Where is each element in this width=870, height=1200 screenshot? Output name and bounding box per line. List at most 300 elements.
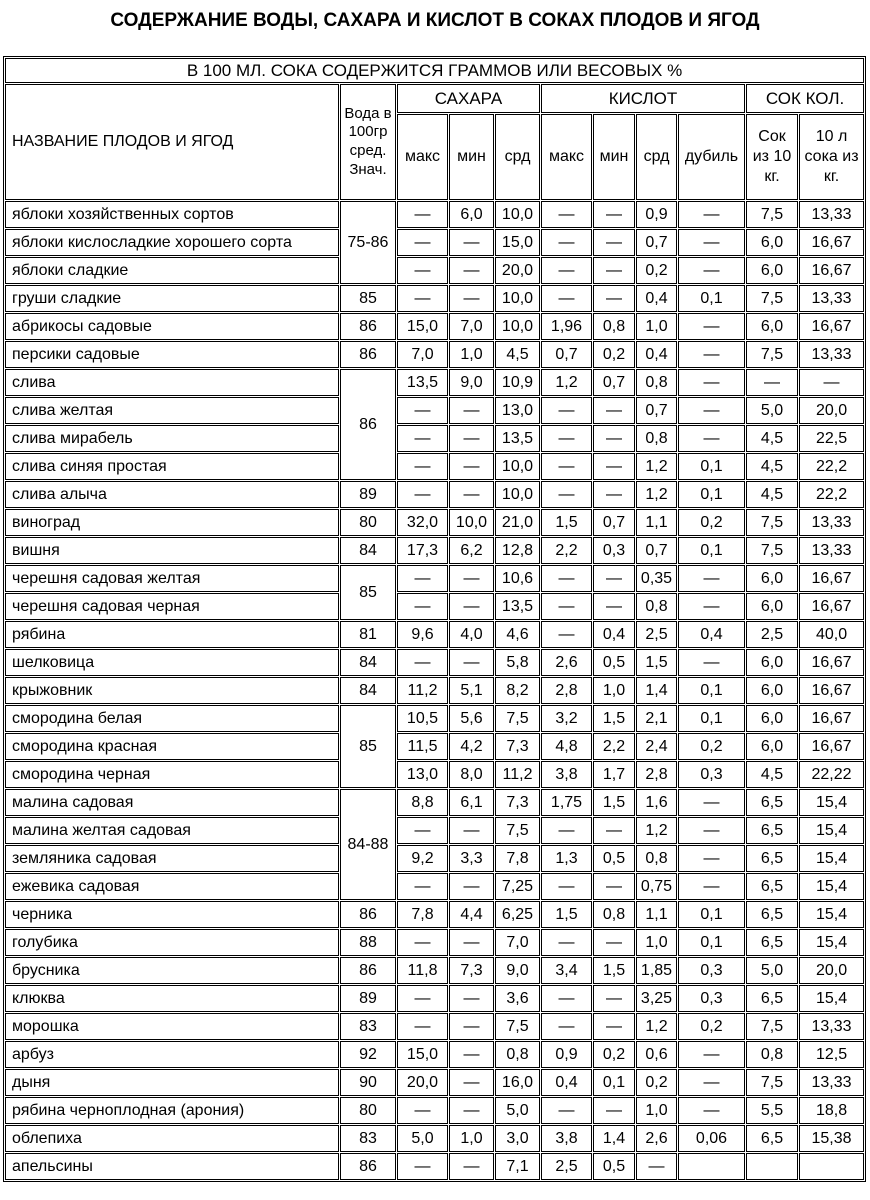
table-row <box>5 341 864 368</box>
fruit-name-cell: вишня <box>5 537 339 564</box>
value-cell: 1,0 <box>636 1097 677 1124</box>
value-cell: 4,2 <box>449 733 494 760</box>
value-cell: 10,0 <box>495 481 540 508</box>
value-cell: — <box>593 453 635 480</box>
value-cell: 15,4 <box>799 845 864 872</box>
value-cell: — <box>746 369 798 396</box>
fruit-name-cell: слива синяя простая <box>5 453 339 480</box>
value-cell: — <box>593 985 635 1012</box>
value-cell: — <box>541 257 592 284</box>
value-cell: — <box>397 565 448 592</box>
fruit-name-cell: слива желтая <box>5 397 339 424</box>
value-cell: 7,5 <box>746 537 798 564</box>
value-cell: 5,0 <box>746 957 798 984</box>
fruit-name-cell: морошка <box>5 1013 339 1040</box>
value-cell: 15,4 <box>799 929 864 956</box>
table-row <box>5 593 864 620</box>
value-cell: 3,2 <box>541 705 592 732</box>
value-cell: — <box>541 817 592 844</box>
value-cell: 6,0 <box>746 705 798 732</box>
value-cell: 6,0 <box>746 565 798 592</box>
value-cell: 0,4 <box>593 621 635 648</box>
value-cell: 1,2 <box>636 453 677 480</box>
value-cell: 20,0 <box>397 1069 448 1096</box>
value-cell: 7,5 <box>746 285 798 312</box>
value-cell: — <box>678 397 745 424</box>
value-cell: 0,7 <box>636 397 677 424</box>
value-cell: 7,8 <box>397 901 448 928</box>
value-cell: 22,2 <box>799 453 864 480</box>
acid-min-header: мин <box>593 114 635 200</box>
water-value-cell: 85 <box>340 565 396 620</box>
value-cell: 20,0 <box>495 257 540 284</box>
value-cell: — <box>678 1097 745 1124</box>
value-cell: 6,5 <box>746 985 798 1012</box>
table-row <box>5 565 864 592</box>
value-cell: 5,0 <box>495 1097 540 1124</box>
value-cell: — <box>593 1097 635 1124</box>
value-cell: 0,8 <box>636 593 677 620</box>
value-cell: — <box>397 817 448 844</box>
value-cell: 7,5 <box>746 1069 798 1096</box>
water-value-cell: 90 <box>340 1069 396 1096</box>
value-cell: — <box>541 621 592 648</box>
value-cell: 16,67 <box>799 649 864 676</box>
value-cell: 1,5 <box>593 789 635 816</box>
value-cell: 8,0 <box>449 761 494 788</box>
fruit-name-cell: яблоки кислосладкие хорошего сорта <box>5 229 339 256</box>
value-cell: — <box>593 201 635 228</box>
value-cell: 0,3 <box>678 761 745 788</box>
table-row <box>5 1153 864 1180</box>
water-value-cell: 84 <box>340 537 396 564</box>
value-cell: — <box>449 425 494 452</box>
water-value-cell: 85 <box>340 705 396 788</box>
water-value-cell: 84 <box>340 649 396 676</box>
value-cell: 6,0 <box>746 257 798 284</box>
value-cell: 0,8 <box>636 425 677 452</box>
water-value-cell: 88 <box>340 929 396 956</box>
value-cell: 1,5 <box>593 705 635 732</box>
value-cell: 15,4 <box>799 985 864 1012</box>
value-cell: 18,8 <box>799 1097 864 1124</box>
value-cell: 5,0 <box>397 1125 448 1152</box>
value-cell: 6,5 <box>746 845 798 872</box>
value-cell: 6,0 <box>746 649 798 676</box>
value-cell: 4,4 <box>449 901 494 928</box>
value-cell: — <box>678 229 745 256</box>
value-cell: 7,5 <box>495 817 540 844</box>
value-cell: — <box>541 229 592 256</box>
value-cell: 16,67 <box>799 733 864 760</box>
value-cell: 6,0 <box>746 677 798 704</box>
value-cell: — <box>397 1153 448 1180</box>
value-cell: 3,8 <box>541 761 592 788</box>
value-cell: — <box>678 649 745 676</box>
value-cell: 4,6 <box>495 621 540 648</box>
value-cell: 0,8 <box>593 313 635 340</box>
value-cell: — <box>449 1041 494 1068</box>
value-cell: 16,67 <box>799 677 864 704</box>
value-cell: — <box>678 845 745 872</box>
value-cell: 13,33 <box>799 341 864 368</box>
value-cell: — <box>397 397 448 424</box>
value-cell: — <box>541 565 592 592</box>
value-cell: 1,2 <box>636 481 677 508</box>
value-cell: 7,5 <box>495 1013 540 1040</box>
value-cell: 6,5 <box>746 817 798 844</box>
value-cell: 1,0 <box>636 313 677 340</box>
value-cell: 6,5 <box>746 1125 798 1152</box>
table-row <box>5 229 864 256</box>
value-cell: 0,5 <box>593 845 635 872</box>
fruit-name-cell: рябина черноплодная (арония) <box>5 1097 339 1124</box>
value-cell: 7,3 <box>495 789 540 816</box>
sugar-min-header: мин <box>449 114 494 200</box>
value-cell: 17,3 <box>397 537 448 564</box>
value-cell: — <box>593 397 635 424</box>
water-value-cell: 83 <box>340 1013 396 1040</box>
value-cell: — <box>678 565 745 592</box>
value-cell: 4,5 <box>746 481 798 508</box>
value-cell: 2,6 <box>636 1125 677 1152</box>
value-cell: 1,2 <box>636 817 677 844</box>
value-cell: — <box>678 341 745 368</box>
value-cell: — <box>397 1013 448 1040</box>
value-cell: 0,35 <box>636 565 677 592</box>
value-cell: 0,8 <box>593 901 635 928</box>
value-cell: 1,5 <box>593 957 635 984</box>
value-cell: 1,1 <box>636 901 677 928</box>
value-cell: — <box>678 313 745 340</box>
value-cell: — <box>678 817 745 844</box>
value-cell: 4,5 <box>495 341 540 368</box>
value-cell: 0,6 <box>636 1041 677 1068</box>
value-cell: 0,2 <box>678 733 745 760</box>
value-cell: — <box>678 873 745 900</box>
value-cell: 16,67 <box>799 313 864 340</box>
value-cell: 2,8 <box>541 677 592 704</box>
value-cell: 6,5 <box>746 901 798 928</box>
value-cell: 0,1 <box>678 481 745 508</box>
fruit-name-cell: крыжовник <box>5 677 339 704</box>
value-cell: 7,0 <box>495 929 540 956</box>
value-cell: — <box>593 1013 635 1040</box>
table-row <box>5 677 864 704</box>
value-cell: 15,4 <box>799 873 864 900</box>
fruit-name-cell: брусника <box>5 957 339 984</box>
fruit-name-cell: слива алыча <box>5 481 339 508</box>
value-cell: — <box>449 397 494 424</box>
value-cell: — <box>397 229 448 256</box>
water-value-cell: 92 <box>340 1041 396 1068</box>
value-cell: 0,1 <box>678 901 745 928</box>
water-value-cell: 86 <box>340 901 396 928</box>
fruit-name-cell: черника <box>5 901 339 928</box>
value-cell: 7,0 <box>397 341 448 368</box>
value-cell: 4,5 <box>746 425 798 452</box>
value-cell: 15,4 <box>799 789 864 816</box>
value-cell: 7,5 <box>746 509 798 536</box>
value-cell: 3,6 <box>495 985 540 1012</box>
value-cell <box>746 1153 798 1180</box>
value-cell: 0,06 <box>678 1125 745 1152</box>
value-cell: 13,5 <box>397 369 448 396</box>
value-cell: — <box>397 593 448 620</box>
value-cell: 10,0 <box>495 285 540 312</box>
value-cell: — <box>397 425 448 452</box>
table-row <box>5 649 864 676</box>
value-cell: — <box>449 985 494 1012</box>
value-cell: 10,0 <box>495 313 540 340</box>
table-row <box>5 901 864 928</box>
value-cell: 7,8 <box>495 845 540 872</box>
value-cell: 1,4 <box>636 677 677 704</box>
value-cell: 0,7 <box>636 537 677 564</box>
value-cell: — <box>678 789 745 816</box>
value-cell: — <box>449 565 494 592</box>
value-cell: — <box>449 1153 494 1180</box>
value-cell: 1,6 <box>636 789 677 816</box>
water-value-cell: 81 <box>340 621 396 648</box>
value-cell: 1,0 <box>636 929 677 956</box>
table-row <box>5 1125 864 1152</box>
value-cell: 8,8 <box>397 789 448 816</box>
fruit-name-cell: абрикосы садовые <box>5 313 339 340</box>
water-value-cell: 86 <box>340 1153 396 1180</box>
value-cell: 6,0 <box>746 593 798 620</box>
table-row <box>5 985 864 1012</box>
value-cell: 0,1 <box>678 705 745 732</box>
fruit-name-cell: арбуз <box>5 1041 339 1068</box>
value-cell: 15,0 <box>495 229 540 256</box>
fruit-name-cell: черешня садовая желтая <box>5 565 339 592</box>
value-cell: 1,0 <box>449 341 494 368</box>
value-cell: 0,2 <box>678 1013 745 1040</box>
water-value-cell: 84-88 <box>340 789 396 900</box>
value-cell: 20,0 <box>799 957 864 984</box>
value-cell: — <box>678 369 745 396</box>
value-cell: 0,1 <box>678 537 745 564</box>
value-cell: 3,0 <box>495 1125 540 1152</box>
value-cell: 13,5 <box>495 425 540 452</box>
value-cell: — <box>449 649 494 676</box>
value-cell: 0,1 <box>678 453 745 480</box>
value-cell: 0,8 <box>495 1041 540 1068</box>
fruit-name-cell: слива мирабель <box>5 425 339 452</box>
kg-per-10l-juice-header: 10 л сока из кг. <box>799 114 864 200</box>
value-cell: 2,2 <box>541 537 592 564</box>
water-value-cell: 84 <box>340 677 396 704</box>
value-cell: — <box>593 481 635 508</box>
value-cell: 2,2 <box>593 733 635 760</box>
value-cell: — <box>678 1069 745 1096</box>
value-cell: 0,3 <box>678 985 745 1012</box>
value-cell: — <box>593 817 635 844</box>
table-row <box>5 705 864 732</box>
value-cell: 0,5 <box>593 1153 635 1180</box>
value-cell: 0,2 <box>593 1041 635 1068</box>
value-cell: 16,67 <box>799 593 864 620</box>
banner-row <box>5 58 864 83</box>
value-cell: 0,8 <box>636 845 677 872</box>
value-cell: — <box>593 929 635 956</box>
value-cell: 5,5 <box>746 1097 798 1124</box>
value-cell: 16,67 <box>799 229 864 256</box>
value-cell: 0,4 <box>636 285 677 312</box>
value-cell: 15,38 <box>799 1125 864 1152</box>
value-cell: — <box>449 1069 494 1096</box>
value-cell: — <box>541 873 592 900</box>
page-title: СОДЕРЖАНИЕ ВОДЫ, САХАРА И КИСЛОТ В СОКАХ ПЛОДОВ И ЯГОД <box>110 10 760 31</box>
value-cell: — <box>678 1041 745 1068</box>
value-cell: 9,0 <box>495 957 540 984</box>
value-cell: 10,0 <box>495 453 540 480</box>
value-cell: 16,67 <box>799 705 864 732</box>
table-row <box>5 845 864 872</box>
value-cell: — <box>397 985 448 1012</box>
value-cell: — <box>541 481 592 508</box>
value-cell: 5,6 <box>449 705 494 732</box>
value-cell: 0,1 <box>678 677 745 704</box>
value-cell: 12,5 <box>799 1041 864 1068</box>
value-cell: — <box>541 593 592 620</box>
table-row <box>5 929 864 956</box>
fruit-name-cell: облепиха <box>5 1125 339 1152</box>
value-cell: — <box>541 453 592 480</box>
table-row <box>5 397 864 424</box>
value-cell: — <box>449 593 494 620</box>
value-cell: 6,5 <box>746 789 798 816</box>
value-cell: — <box>449 453 494 480</box>
value-cell: — <box>678 257 745 284</box>
value-cell: 15,4 <box>799 901 864 928</box>
value-cell: — <box>449 1013 494 1040</box>
value-cell: — <box>397 257 448 284</box>
value-cell: — <box>449 229 494 256</box>
fruit-juice-table <box>3 56 866 1182</box>
value-cell: 10,6 <box>495 565 540 592</box>
value-cell: 0,1 <box>678 929 745 956</box>
fruit-name-cell: виноград <box>5 509 339 536</box>
value-cell: 7,3 <box>449 957 494 984</box>
table-row <box>5 957 864 984</box>
value-cell: — <box>593 425 635 452</box>
value-cell: 3,4 <box>541 957 592 984</box>
water-value-cell: 89 <box>340 481 396 508</box>
value-cell: 7,25 <box>495 873 540 900</box>
fruit-name-cell: малина желтая садовая <box>5 817 339 844</box>
water-value-cell: 80 <box>340 1097 396 1124</box>
value-cell: 13,33 <box>799 509 864 536</box>
value-cell: 0,75 <box>636 873 677 900</box>
value-cell: — <box>541 425 592 452</box>
value-cell: — <box>541 201 592 228</box>
value-cell: — <box>449 873 494 900</box>
value-cell: 0,4 <box>541 1069 592 1096</box>
table-row <box>5 1069 864 1096</box>
fruit-name-cell: клюква <box>5 985 339 1012</box>
value-cell: 1,96 <box>541 313 592 340</box>
value-cell: 2,5 <box>541 1153 592 1180</box>
water-value-cell: 86 <box>340 957 396 984</box>
table-row <box>5 789 864 816</box>
value-cell: 13,33 <box>799 1069 864 1096</box>
value-cell: 11,5 <box>397 733 448 760</box>
value-cell: — <box>541 985 592 1012</box>
value-cell: 13,33 <box>799 285 864 312</box>
value-cell: 21,0 <box>495 509 540 536</box>
table-row <box>5 1097 864 1124</box>
value-cell: 5,1 <box>449 677 494 704</box>
value-cell: 2,5 <box>746 621 798 648</box>
value-cell: 9,6 <box>397 621 448 648</box>
value-cell: 0,2 <box>636 1069 677 1096</box>
value-cell: 16,0 <box>495 1069 540 1096</box>
value-cell: 13,33 <box>799 537 864 564</box>
fruit-name-cell: яблоки хозяйственных сортов <box>5 201 339 228</box>
table-row <box>5 313 864 340</box>
value-cell: 1,0 <box>449 1125 494 1152</box>
value-cell: 4,8 <box>541 733 592 760</box>
value-cell: 2,8 <box>636 761 677 788</box>
value-cell: 7,5 <box>495 705 540 732</box>
fruit-name-cell: земляника садовая <box>5 845 339 872</box>
juice-from-10kg-header: Сок из 10 кг. <box>746 114 798 200</box>
fruit-name-cell: смородина белая <box>5 705 339 732</box>
value-cell: 0,1 <box>678 285 745 312</box>
value-cell: 3,8 <box>541 1125 592 1152</box>
value-cell: — <box>678 593 745 620</box>
value-cell <box>799 1153 864 1180</box>
table-row <box>5 873 864 900</box>
value-cell: 1,4 <box>593 1125 635 1152</box>
fruit-name-cell: яблоки сладкие <box>5 257 339 284</box>
value-cell: — <box>449 285 494 312</box>
value-cell: 6,0 <box>746 733 798 760</box>
value-cell: 6,0 <box>746 313 798 340</box>
water-value-cell: 83 <box>340 1125 396 1152</box>
value-cell: — <box>397 453 448 480</box>
value-cell: 1,5 <box>636 649 677 676</box>
value-cell: 6,5 <box>746 873 798 900</box>
value-cell: 0,7 <box>541 341 592 368</box>
value-cell: 10,0 <box>449 509 494 536</box>
value-cell: — <box>449 817 494 844</box>
name-column-header: НАЗВАНИЕ ПЛОДОВ И ЯГОД <box>5 84 339 200</box>
value-cell: 22,2 <box>799 481 864 508</box>
fruit-name-cell: рябина <box>5 621 339 648</box>
value-cell: 10,0 <box>495 201 540 228</box>
sugar-avg-header: срд <box>495 114 540 200</box>
value-cell: — <box>541 929 592 956</box>
juice-group-header: СОК КОЛ. <box>746 84 864 113</box>
value-cell: — <box>541 1013 592 1040</box>
value-cell: — <box>593 873 635 900</box>
value-cell: — <box>397 1097 448 1124</box>
value-cell: — <box>541 285 592 312</box>
value-cell: — <box>593 229 635 256</box>
value-cell: 7,1 <box>495 1153 540 1180</box>
value-cell: — <box>397 285 448 312</box>
value-cell: — <box>593 285 635 312</box>
value-cell: 2,4 <box>636 733 677 760</box>
value-cell: 20,0 <box>799 397 864 424</box>
value-cell: 1,0 <box>593 677 635 704</box>
acid-tannin-header: дубиль <box>678 114 745 200</box>
value-cell: — <box>397 201 448 228</box>
value-cell: — <box>449 481 494 508</box>
